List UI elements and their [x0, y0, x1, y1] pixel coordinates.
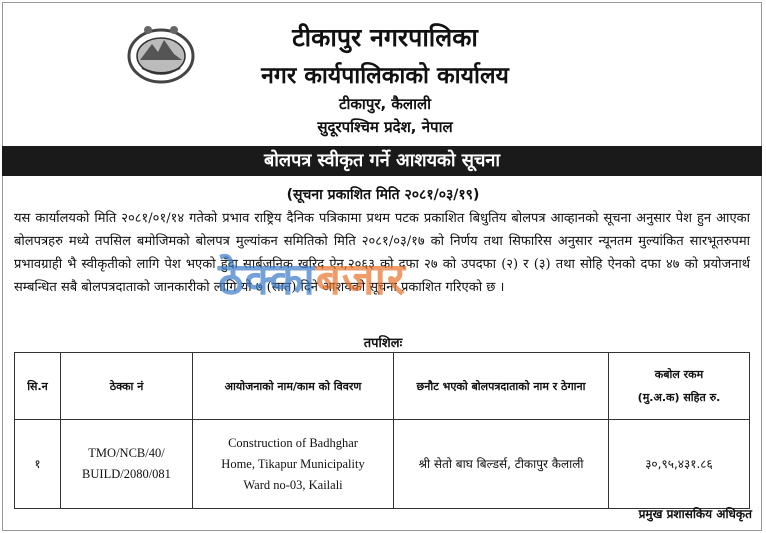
cell-contract-no — [61, 420, 193, 509]
table-header-row — [15, 353, 750, 420]
header-project: आयोजनाको नाम/काम को विवरण — [193, 353, 394, 420]
office-location: टीकापुर, कैलाली — [338, 95, 432, 113]
table-row — [15, 420, 750, 509]
cell-sn: १ — [15, 420, 61, 509]
watermark-logo — [218, 247, 406, 307]
bid-table — [14, 352, 750, 509]
project-line3: Ward no-03, Kailali — [243, 477, 343, 492]
notice-body: यस कार्यालयको मिति २०८१/०१/१४ गतेको प्रभाव राष्ट्रिय दैनिक पत्रिकामा प्रथम पटक प्रकाशित बिधुतिय बोलपत्र आव्हानको सूचना अनुसार पेश हुन आएका बोलपत्रहरु मध्ये तपसिल बमोजिमको बोलपत्र मुल्यांकन समितिको मिति २०८१/०३/१७ को निर्णय तथा सिफारिस अनुसार न्यूनतम मुल्यांकित सारभूतरुपमा प्रभावग्राही भै स्वीकृतीको लागि पेश भएको हुँदा सार्बजनिक खरिद ऐन,२०६३ को दफा २७ को उपदफा (२) र (३) तथा सोहि ऐनको दफा ४७ को प्रयोजनार्थ सम्बन्धित सबै बोलपत्रदाताको जानकारीको लागि यो ७ (सात) दिने आशयको सूचना प्रकाशित गरिएको छ । — [14, 211, 750, 295]
header-bidder: छनौट भएको बोलपत्रदाताको नाम र ठेगाना — [394, 353, 609, 420]
watermark-part-1: ठेक्का — [218, 254, 316, 305]
signature-title: प्रमुख प्रशासकिय अधिकृत — [638, 507, 752, 521]
office-subtitle: नगर कार्यपालिकाको कार्यालय — [261, 63, 509, 89]
project-line2: Home, Tikapur Municipality — [221, 456, 365, 471]
cell-project — [193, 420, 394, 509]
notice-title: बोलपत्र स्वीकृत गर्ने आशयको सूचना — [2, 146, 762, 176]
schedule-label: तपशिलः — [363, 336, 403, 351]
office-province: सुदूरपश्चिम प्रदेश, नेपाल — [317, 118, 453, 136]
watermark-part-2: बजार — [315, 254, 406, 305]
header-amount — [609, 353, 750, 420]
project-line1: Construction of Badhghar — [228, 435, 358, 450]
header-contract-no: ठेक्का नं — [61, 353, 193, 420]
header-amount-line1: कबोल रकम — [654, 368, 704, 381]
cell-bidder: श्री सेतो बाघ बिल्डर्स, टीकापुर कैलाली — [394, 420, 609, 509]
header-sn: सि.न — [15, 353, 61, 420]
contract-line1: TMO/NCB/40/ — [88, 446, 165, 460]
contract-line2: BUILD/2080/081 — [82, 467, 171, 481]
cell-amount: ३०,९५,४३१.८६ — [609, 420, 750, 509]
header-amount-line2: (मु.अ.क) सहित रु. — [637, 391, 721, 404]
office-name: टीकापुर नगरपालिका — [292, 23, 478, 52]
publish-date: (सूचना प्रकाशित मिति २०८१/०३/१९) — [286, 187, 480, 203]
nepal-emblem-icon — [126, 20, 196, 86]
